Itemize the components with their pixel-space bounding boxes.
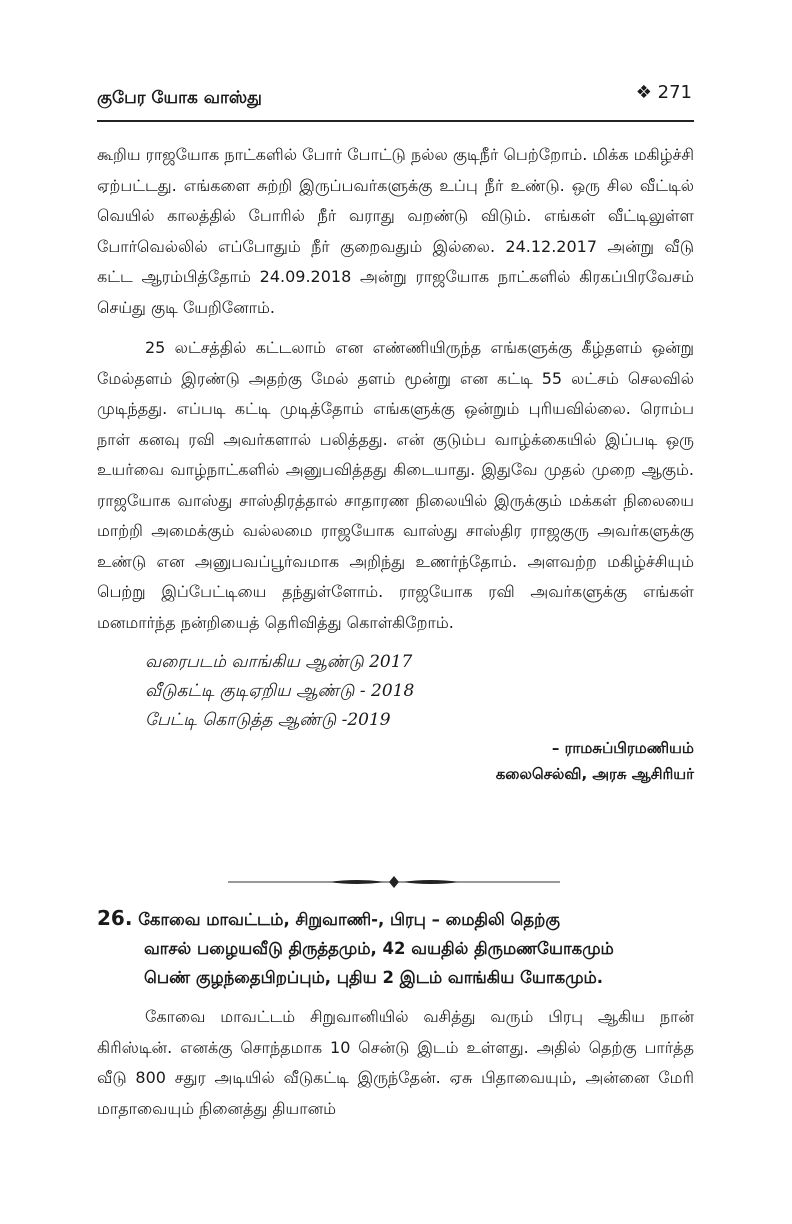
- date-line: வரைபடம் வாங்கிய ஆண்டு 2017: [145, 652, 413, 672]
- date-line: வீடுகட்டி குடிஏறிய ஆண்டு - 2018: [145, 681, 415, 701]
- book-title: குபேர யோக வாஸ்து: [97, 88, 262, 108]
- signature-name: – ராமசுப்பிரமணியம்: [551, 739, 694, 757]
- dates-block: [145, 648, 694, 735]
- signature-detail: கலைசெல்வி, அரசு ஆசிரியர்: [495, 765, 694, 783]
- date-line: பேட்டி கொடுத்த ஆண்டு -2019: [145, 710, 391, 730]
- heading-line-3: பெண் குழந்தைபிறப்பும், புதிய 2 இடம் வாங்கிய யோகமும்.: [144, 968, 604, 987]
- heading-line-2: வாசல் பழையவீடு திருத்தமும், 42 வயதில் திருமணயோகமும்: [144, 939, 614, 958]
- page-number: ❖ 271: [635, 82, 692, 103]
- section-number: 26.: [97, 906, 133, 930]
- paragraph-1: கூறிய ராஜயோக நாட்களில் போர் போட்டு நல்ல குடிநீர் பெற்றோம். மிக்க மகிழ்ச்சி ஏற்பட்டது. எங்களை சுற்றி இருப்பவர்களுக்கு உப்பு நீர் உண்டு. ஒரு சில வீட்டில் வெயில் காலத்தில் போரில் நீர் வராது வறண்டு விடும். எங்கள் வீட்டிலுள்ள போர்வெல்லில் எப்போதும் நீர் குறைவதும் இல்லை. 24.12.2017 அன்று வீடு கட்ட ஆரம்பித்தோம் 24.09.2018 அன்று ராஜயோக நாட்களில் கிரகப்பிரவேசம் செய்து குடி யேறினோம்.: [97, 145, 694, 317]
- heading-line-1: கோவை மாவட்டம், சிறுவாணி-, பிரபு – மைதிலி தெற்கு: [138, 910, 560, 929]
- section-heading: [97, 904, 694, 992]
- section-body: [97, 1002, 694, 1124]
- section-paragraph: கோவை மாவட்டம் சிறுவானியில் வசித்து வரும் பிரபு ஆகிய நான் கிரிஸ்டின். எனக்கு சொந்தமாக 10 சென்டு இடம் உள்ளது. அதில் தெற்கு பார்த்த வீடு 800 சதுர அடியில் வீடுகட்டி இருந்தேன். ஏசு பிதாவையும், அன்னை மேரி மாதாவையும் நினைத்து தியானம்: [97, 1007, 694, 1118]
- paragraph-2: 25 லட்சத்தில் கட்டலாம் என எண்ணியிருந்த எங்களுக்கு கீழ்தளம் ஒன்று மேல்தளம் இரண்டு அதற்கு மேல் தளம் மூன்று என கட்டி 55 லட்சம் செலவில் முடிந்தது. எப்படி கட்டி முடித்தோம் எங்களுக்கு ஒன்றும் புரியவில்லை. ரொம்ப நாள் கனவு ரவி அவர்களால் பலித்தது. என் குடும்ப வாழ்க்கையில் இப்படி ஒரு உயர்வை வாழ்நாட்களில் அனுபவித்தது கிடையாது. இதுவே முதல் முறை ஆகும். ராஜயோக வாஸ்து சாஸ்திரத்தால் சாதாரண நிலையில் இருக்கும் மக்கள் நிலையை மாற்றி அமைக்கும் வல்லமை ராஜயோக வாஸ்து சாஸ்திர ராஜகுரு அவர்களுக்கு உண்டு என அனுபவப்பூர்வமாக அறிந்து உணர்ந்தோம். அளவற்ற மகிழ்ச்சியும் பெற்று இப்பேட்டியை தந்துள்ளோம். ராஜயோக ரவி அவர்களுக்கு எங்கள் மனமார்ந்த நன்றியைத் தெரிவித்து கொள்கிறோம்.: [97, 338, 694, 632]
- divider-ornament: [228, 872, 560, 892]
- page-body: [97, 140, 694, 787]
- running-header: [97, 80, 694, 122]
